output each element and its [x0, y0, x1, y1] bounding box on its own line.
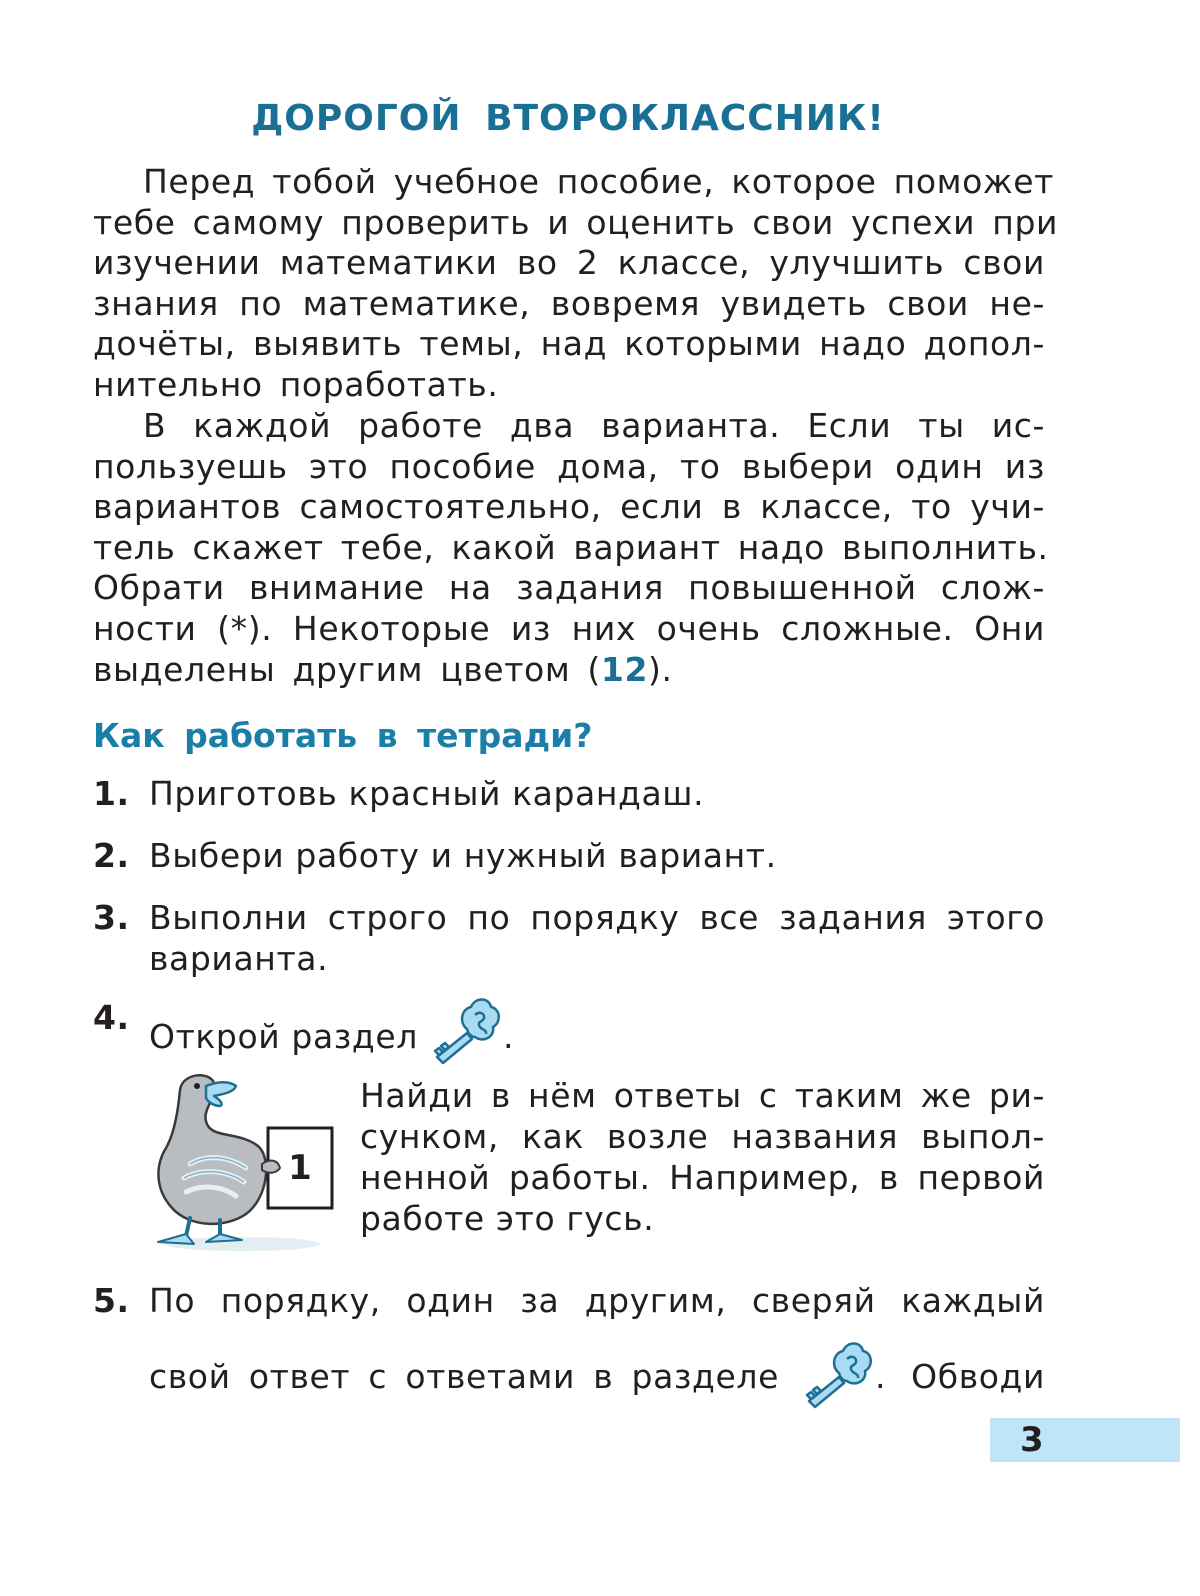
step-text: По порядку, один за другим, сверяй каждый: [149, 1281, 1045, 1320]
variants-line: тель скажет тебе, какой вариант надо выполнить.: [93, 527, 1049, 567]
step-number: 3.: [93, 898, 130, 937]
complex-color-number: 12: [600, 649, 649, 689]
goose-paragraph: [360, 1075, 1045, 1239]
variants-line: пользуешь это пособие дома, то выбери один из: [93, 446, 1045, 486]
intro-line: знания по математике, вовремя увидеть свои не-: [93, 283, 1045, 323]
goose-line: сунком, как возле названия выпол-: [360, 1117, 1045, 1156]
step-text: варианта.: [149, 939, 329, 978]
step-text: Выбери работу и нужный вариант.: [149, 836, 777, 875]
step-text: свой ответ с ответами в разделе: [149, 1357, 779, 1396]
step-number: 2.: [93, 836, 130, 875]
variants-line: ности (*). Некоторые из них очень сложные. Они: [93, 608, 1045, 648]
step-text: Приготовь красный карандаш.: [149, 774, 705, 813]
step-number: 4.: [93, 998, 130, 1037]
intro-line: Перед тобой учебное пособие, которое поможет: [143, 162, 1054, 201]
page-number: 3: [1020, 1420, 1044, 1460]
key-icon: [803, 1337, 875, 1420]
goose-illustration: [150, 1068, 350, 1257]
variants-paragraph: [93, 406, 1049, 690]
variants-line: Обрати внимание на задания повышенной слож-: [93, 568, 1045, 608]
page-title: ДОРОГОЙ ВТОРОКЛАССНИК!: [251, 98, 885, 139]
variants-last-prefix: выделены другим цветом (: [93, 649, 601, 689]
step-number: 1.: [93, 774, 130, 813]
goose-line: работе это гусь.: [360, 1199, 655, 1238]
intro-line: нительно поработать.: [93, 364, 499, 404]
step-number: 5.: [93, 1281, 130, 1320]
page-number-box: [990, 1418, 1180, 1462]
goose-line: ненной работы. Например, в первой: [360, 1158, 1045, 1197]
section-heading: Как работать в тетради?: [93, 716, 593, 755]
goose-line: Найди в нём ответы с таким же ри-: [360, 1076, 1045, 1115]
goose-card-number: 1: [288, 1148, 312, 1188]
intro-line: дочёты, выявить темы, над которыми надо допол-: [93, 324, 1045, 364]
step-text-suffix: .: [503, 1017, 515, 1056]
variants-last-suffix: ).: [648, 649, 673, 689]
variants-line: [93, 650, 1045, 691]
intro-line: тебе самому проверить и оценить свои успехи при: [93, 202, 1059, 242]
step-text-suffix: . Обводи: [874, 1357, 1045, 1396]
step-text: Выполни строго по порядку все задания этого: [149, 898, 1045, 937]
step-text: Открой раздел: [149, 1017, 418, 1056]
variants-line: вариантов самостоятельно, если в классе, то учи-: [93, 487, 1045, 527]
intro-paragraph: [93, 162, 1059, 406]
key-icon: [431, 993, 503, 1076]
intro-line: изучении математики во 2 классе, улучшить свои: [93, 243, 1045, 283]
variants-line: В каждой работе два варианта. Если ты ис-: [143, 406, 1045, 445]
